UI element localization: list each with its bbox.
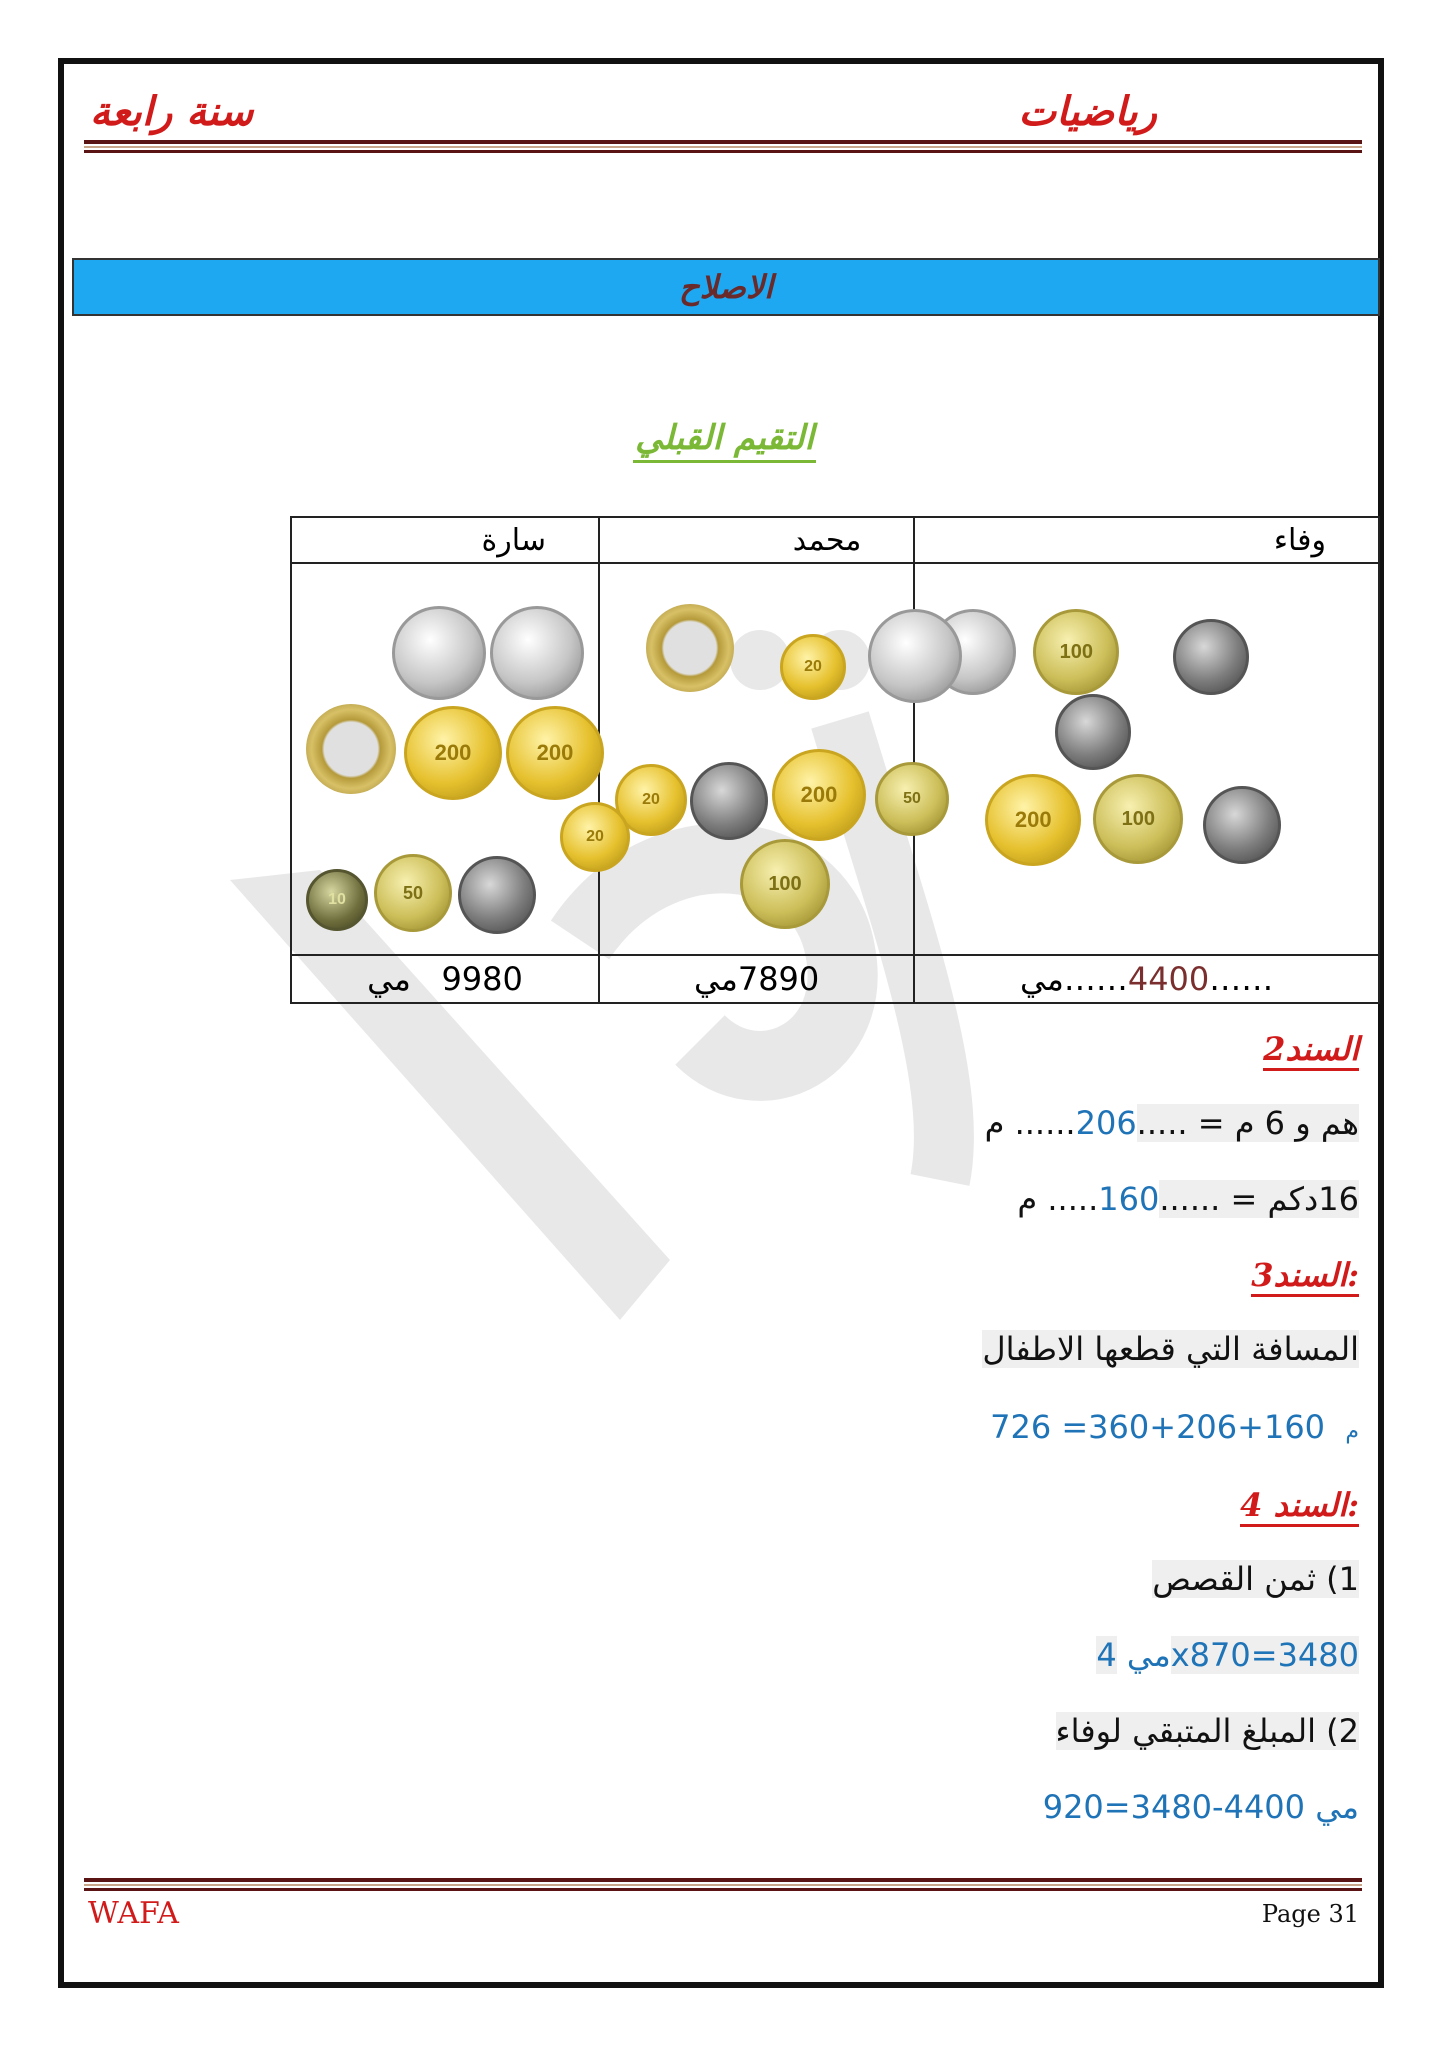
sanad3-answer: م 160+206+360= 726: [990, 1408, 1359, 1446]
coin-icon: 100: [740, 839, 830, 929]
coin-icon: 20: [780, 634, 846, 700]
sanad3-question: المسافة التي قطعها الاطفال: [982, 1330, 1359, 1368]
total-wafa: ……4400……مي: [914, 955, 1379, 1003]
sanad4-a1: مي 4x870=3480: [1096, 1636, 1359, 1674]
page-number: Page 31: [1261, 1900, 1359, 1928]
coin-icon: [1203, 786, 1281, 864]
coin-icon: [1055, 694, 1131, 770]
coin-icon: [690, 762, 768, 840]
coin-icon: [1173, 619, 1249, 695]
coin-icon: 20: [560, 802, 630, 872]
header-grade: سنة رابعة: [90, 88, 254, 135]
coin-icon: 50: [374, 854, 452, 932]
coins-cell-wafa: [914, 563, 1379, 955]
coin-icon: [868, 609, 962, 703]
coin-icon: 200: [506, 706, 604, 800]
coin-icon: 50: [875, 762, 949, 836]
coin-icon: [392, 606, 486, 700]
coin-icon: 100: [1093, 774, 1183, 864]
footer-author: WAFA: [88, 1896, 179, 1931]
coin-icon: 10: [306, 869, 368, 931]
total-mohamed: 7890مي: [599, 955, 914, 1003]
total-sara: 9980 مي: [291, 955, 599, 1003]
sanad2-line2: 16دكم = ......160..... م: [1017, 1180, 1359, 1218]
col-header-wafa: وفاء: [914, 517, 1379, 563]
header-rule: [84, 140, 1362, 153]
page-frame: [58, 58, 1384, 1988]
coin-icon: 200: [985, 774, 1081, 866]
sanad3-title: السند3:: [1251, 1256, 1359, 1297]
coin-icon: [306, 704, 396, 794]
footer-rule: [84, 1878, 1362, 1891]
header-subject: رياضيات: [1018, 88, 1157, 135]
coins-cell-mohamed: [599, 563, 921, 955]
coin-icon: 100: [1033, 609, 1119, 695]
col-header-mohamed: محمد: [599, 517, 914, 563]
coins-table: [290, 516, 1380, 1004]
coin-icon: [646, 604, 734, 692]
coin-icon: [490, 606, 584, 700]
sanad4-q2: 2) المبلغ المتبقي لوفاء: [1055, 1712, 1359, 1750]
coin-icon: 200: [772, 749, 866, 841]
coin-icon: 20: [615, 764, 687, 836]
sanad4-a2: مي 4400-3480=920: [1042, 1788, 1359, 1826]
section-subtitle: التقيم القبلي: [0, 418, 1449, 458]
sanad4-q1: 1) ثمن القصص: [1152, 1560, 1359, 1598]
col-header-sara: سارة: [291, 517, 599, 563]
coin-icon: 200: [404, 706, 502, 800]
sanad2-title: السند2: [1263, 1030, 1359, 1071]
coins-cell-sara: [291, 563, 604, 955]
sanad2-line1: هم و 6 م = .....206...... م: [984, 1104, 1359, 1142]
correction-banner: الاصلاح: [72, 258, 1380, 316]
sanad4-title: السند 4:: [1240, 1486, 1359, 1527]
coin-icon: [458, 856, 536, 934]
